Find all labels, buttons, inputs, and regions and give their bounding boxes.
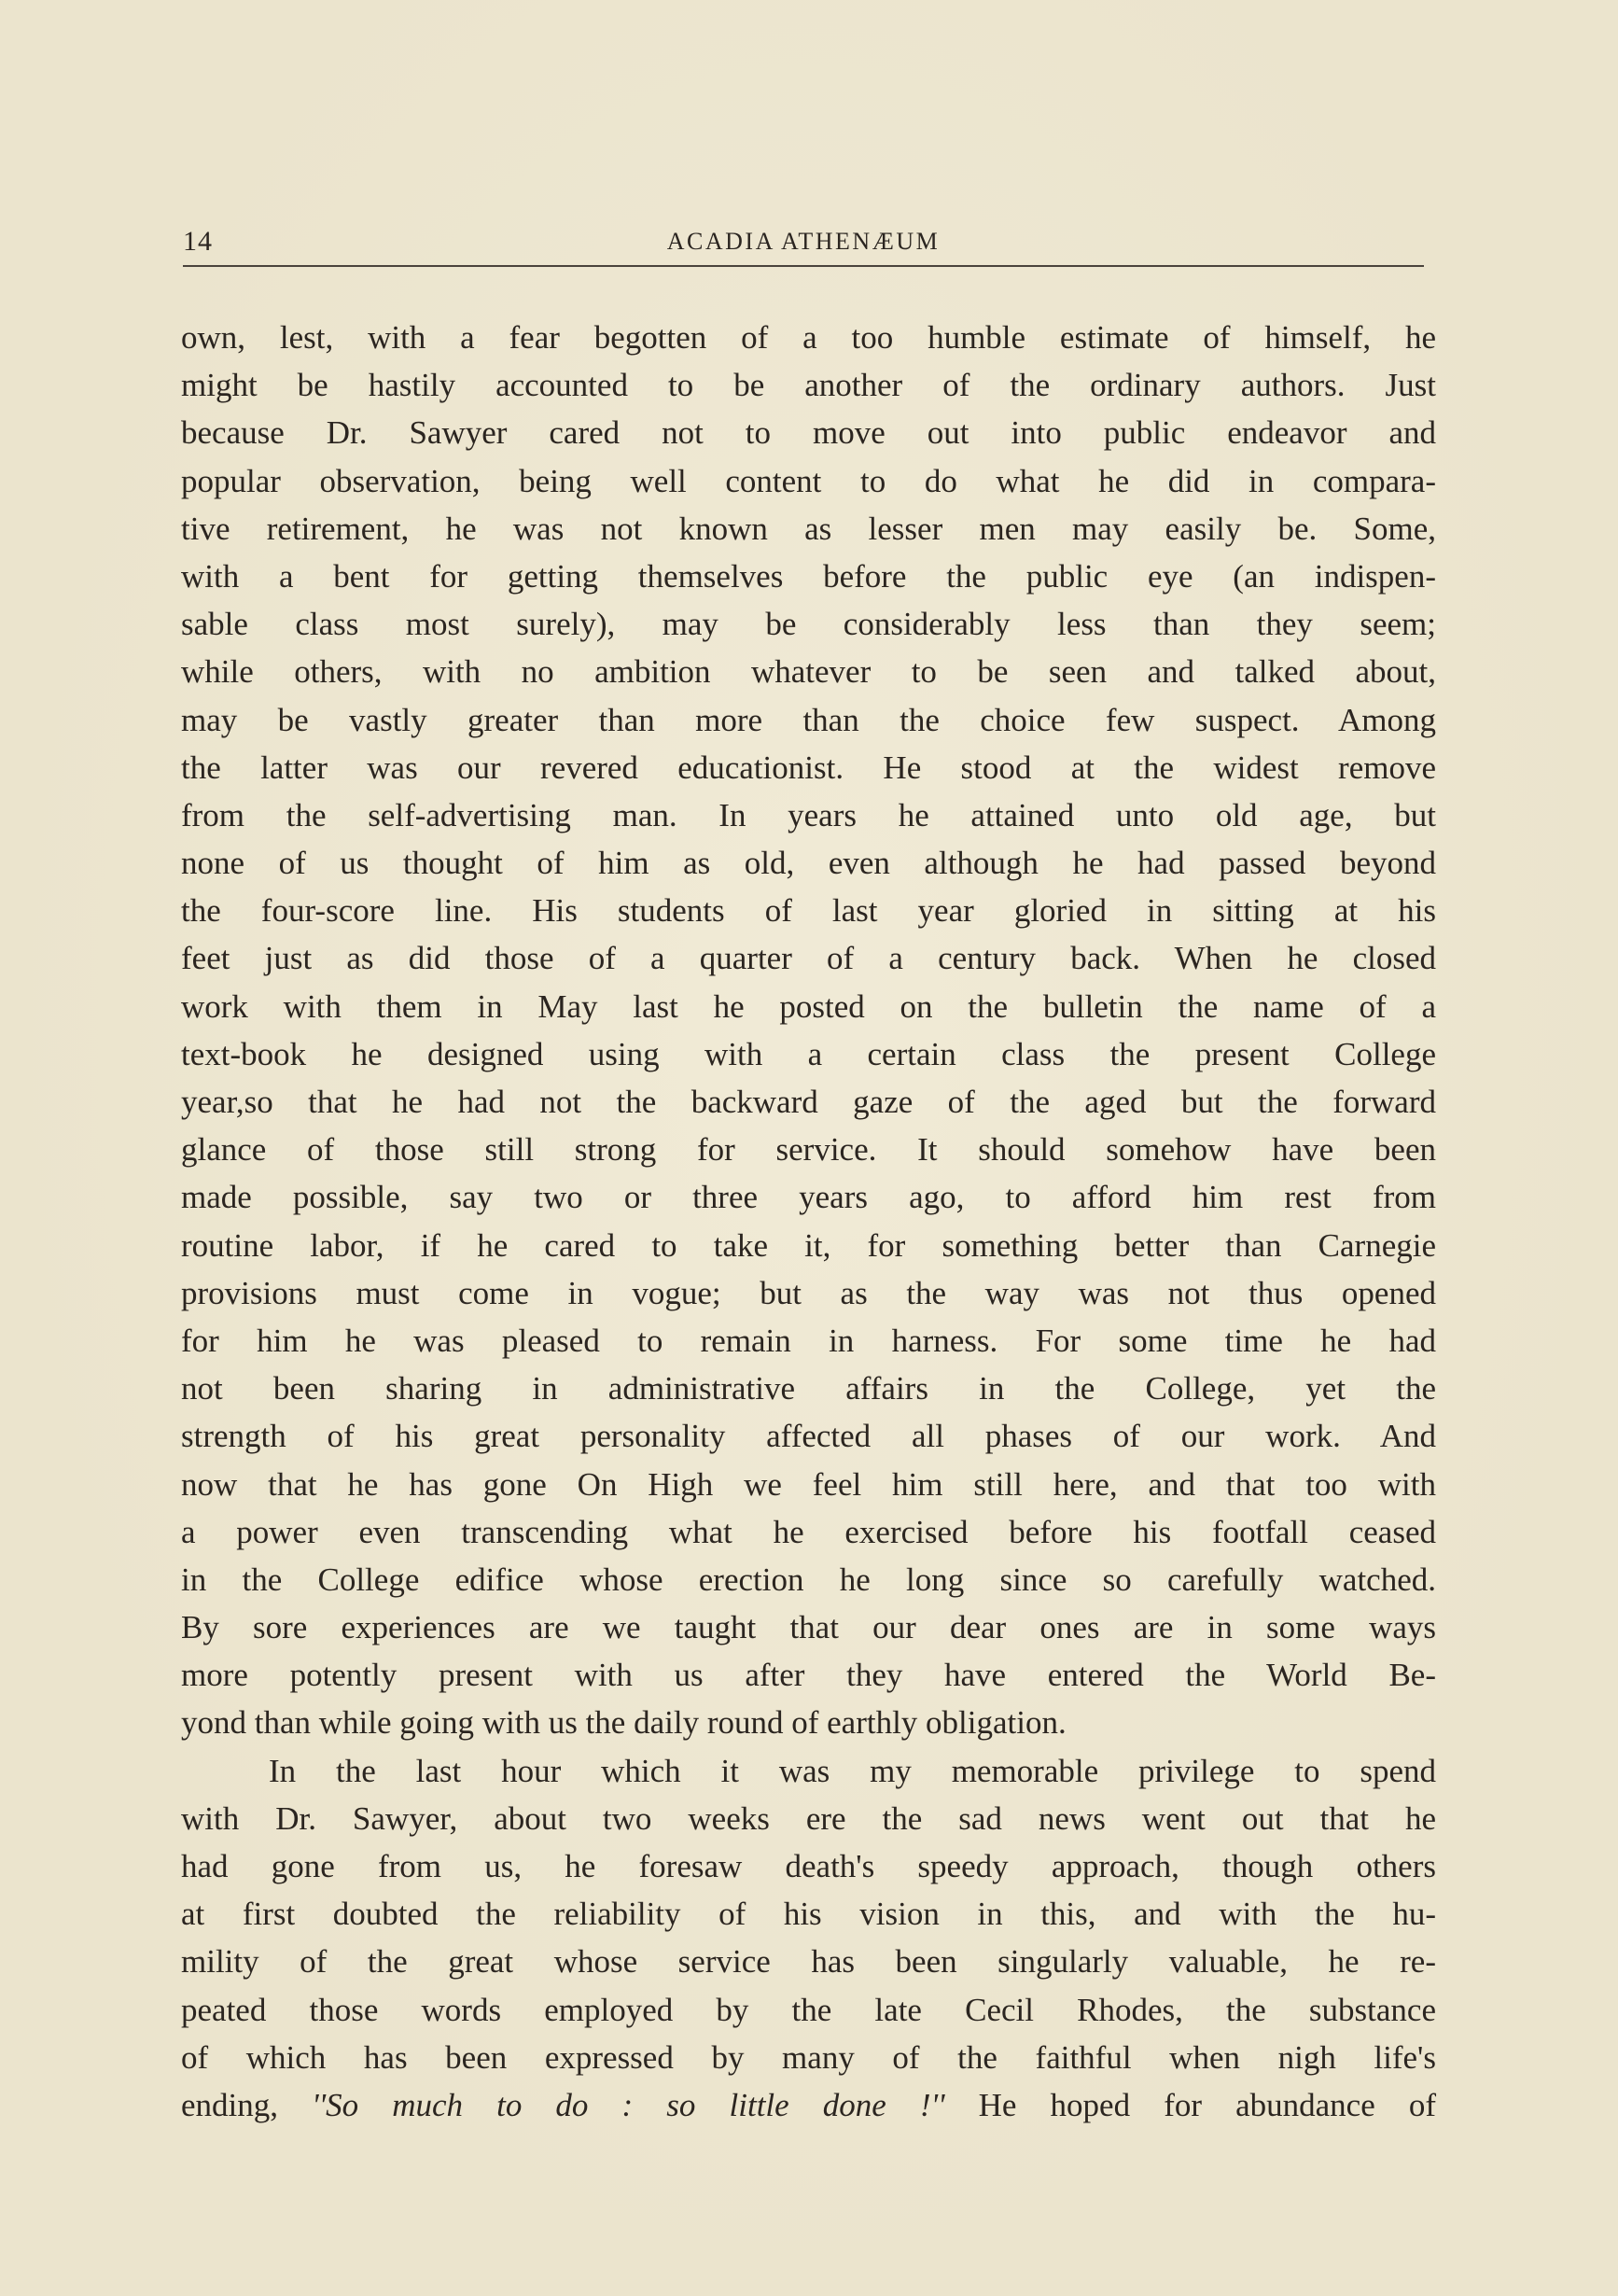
text-line: the latter was our revered educationist. He stood at the widest remove (181, 749, 1436, 786)
text-line: feet just as did those of a quarter of a century back. When he closed (181, 940, 1436, 977)
text-line: peated those words employed by the late Cecil Rhodes, the substance (181, 1991, 1436, 2028)
text-line: year,so that he had not the backward gaze of the aged but the forward (181, 1084, 1436, 1120)
header-rule (183, 265, 1424, 267)
text-line: with a bent for getting themselves before the public eye (an indispen- (181, 557, 1436, 595)
running-head (183, 213, 1424, 259)
text-line: at first doubted the reliability of his vision in this, and with the hu- (181, 1896, 1436, 1933)
text-line: glance of those still strong for service. It should somehow have been (181, 1131, 1436, 1169)
text-line: more potently present with us after they have entered the World Be- (181, 1657, 1436, 1694)
text-line: sable class most surely), may be considerably less than they seem; (181, 606, 1436, 643)
text-line: while others, with no ambition whatever to be seen and talked about, (181, 653, 1436, 691)
text-line: now that he has gone On High we feel him still here, and that too with (181, 1465, 1436, 1503)
paragraph-start-line: In the last hour which it was my memorable privilege to spend (269, 1752, 1436, 1789)
quotation: ''So much to do : so little done !'' (312, 2086, 945, 2123)
text-line: text-book he designed using with a certain class the present College (181, 1035, 1436, 1072)
text-line: strength of his great personality affected all phases of our work. And (181, 1418, 1436, 1455)
text-line: the four-score line. His students of last year gloried in sitting at his (181, 892, 1436, 930)
text-line: of which has been expressed by many of the faithful when nigh life's (181, 2038, 1436, 2076)
final-line (181, 2081, 1436, 2129)
journal-title: ACADIA ATHENÆUM (666, 228, 941, 255)
text-line: had gone from us, he foresaw death's speedy approach, though others (181, 1848, 1436, 1884)
paragraph-end-line: yond than while going with us the daily round of earthly obligation. (181, 1704, 1067, 1742)
text-line: routine labor, if he cared to take it, for something better than Carnegie (181, 1226, 1436, 1264)
text-line: made possible, say two or three years ago, to afford him rest from (181, 1179, 1436, 1216)
text-line: because Dr. Sawyer cared not to move out into public endeavor and (181, 414, 1436, 452)
text-line: work with them in May last he posted on the bulletin the name of a (181, 987, 1436, 1025)
text-line: By sore experiences are we taught that our dear ones are in some ways (181, 1609, 1436, 1646)
page-number: 14 (183, 226, 213, 257)
text-line: popular observation, being well content to do what he did in compara- (181, 462, 1436, 499)
text-line: provisions must come in vogue; but as the way was not thus opened (181, 1274, 1436, 1311)
text-line: for him he was pleased to remain in harness. For some time he had (181, 1322, 1436, 1359)
text-line: tive retirement, he was not known as lesser men may easily be. Some, (181, 510, 1436, 547)
text-line: may be vastly greater than more than the choice few suspect. Among (181, 701, 1436, 738)
text-line: none of us thought of him as old, even although he had passed beyond (181, 845, 1436, 882)
text-line: not been sharing in administrative affairs in the College, yet the (181, 1370, 1436, 1407)
final-line-suffix: He hoped for abundance of (944, 2086, 1437, 2123)
text-line: from the self-advertising man. In years he attained unto old age, but (181, 796, 1436, 833)
text-line: with Dr. Sawyer, about two weeks ere the sad news went out that he (181, 1799, 1436, 1837)
text-line: in the College edifice whose erection he long since so carefully watched. (181, 1561, 1436, 1598)
text-line: own, lest, with a fear begotten of a too humble estimate of himself, he (181, 319, 1436, 356)
body-text (181, 314, 1436, 2129)
text-line: might be hastily accounted to be another of the ordinary authors. Just (181, 367, 1436, 404)
text-line: a power even transcending what he exercised before his footfall ceased (181, 1513, 1436, 1550)
final-line-prefix: ending, (181, 2086, 313, 2123)
text-line: mility of the great whose service has been singularly valuable, he re- (181, 1943, 1436, 1981)
